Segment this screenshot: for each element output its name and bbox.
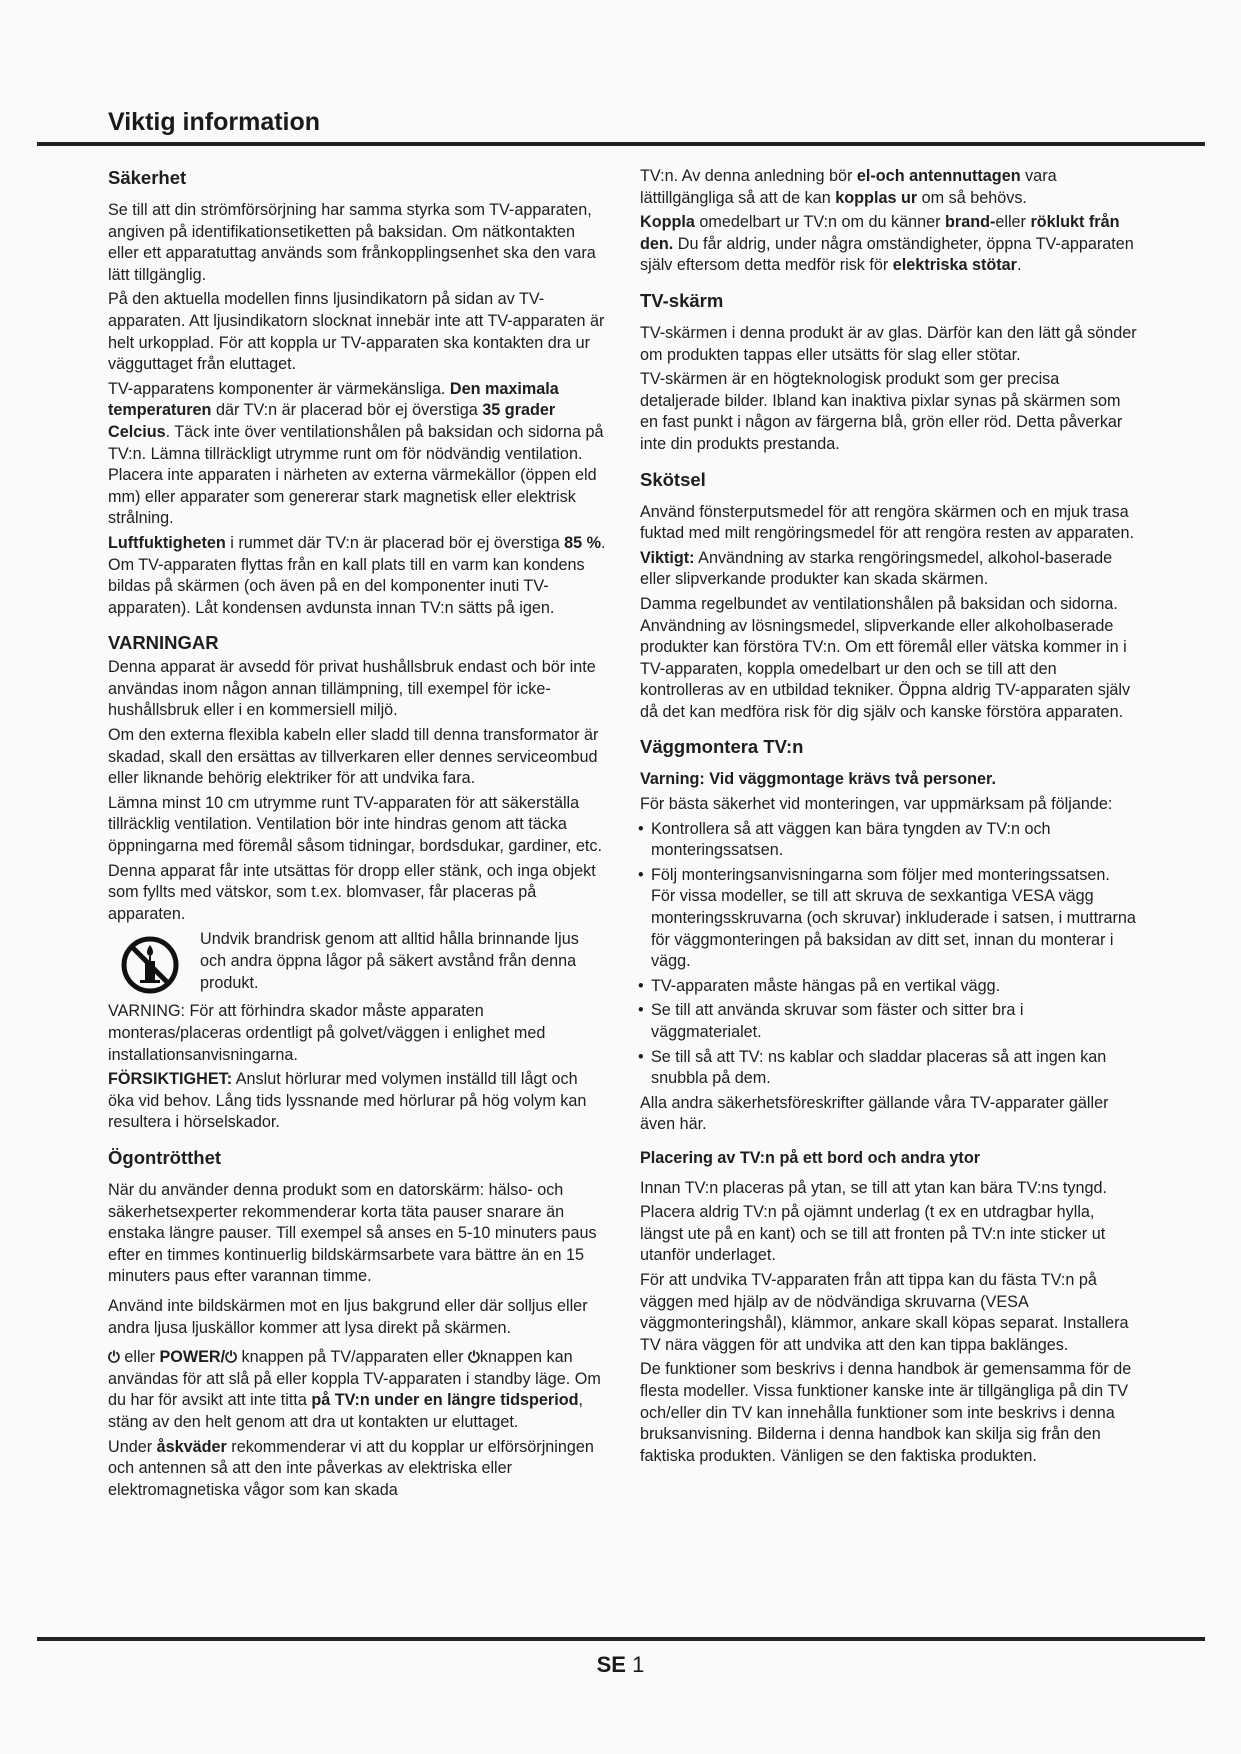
paragraph: ⏻ eller POWER/⏻ knappen på TV/apparaten eller ⏻knappen kan användas för att slå på eller koppla TV-apparaten i standby läge. Om du har för avsikt att inte titta på TV:n under en längre tidsperiod, stäng av den helt genom att dra ut kontakten ur eluttaget. [108, 1348, 601, 1431]
paragraph: TV:n. Av denna anledning bör el-och antennuttagen vara lättillgängliga så att de kan kopplas ur om så behövs. [640, 167, 1057, 207]
section-tv-skarm [640, 289, 1138, 456]
heading-vaggmontering: Väggmontera TV:n [640, 736, 804, 758]
paragraph: För att undvika TV-apparaten från att tippa kan du fästa TV:n på väggen med hjälp av de nödvändiga skruvarna (VESA väggmonteringshål), klämmor, ankare skall köpas separat. Installera TV nära väggen för att undvika att den kan tippa baklänges. [640, 1270, 1129, 1354]
section-varningar [108, 631, 608, 1134]
section-ogontrotthet [108, 1146, 608, 1501]
top-divider [37, 142, 1205, 146]
left-column [108, 166, 608, 1513]
list-item: • Se till att använda skruvar som fäster och sitter bra i väggmaterialet. [640, 1000, 1138, 1043]
candle-notice-text: Undvik brandrisk genom att alltid hålla brinnande ljus och andra öppna lågor på säkert avstånd från denna produkt. [200, 930, 579, 992]
paragraph: Lämna minst 10 cm utrymme runt TV-apparaten för att säkerställa tillräcklig ventilation. Ventilation bör inte hindras genom att täcka öppningarna med föremål såsom tidningar, bordsdukar, gardiner, etc. [108, 793, 603, 856]
section-placering [640, 1148, 1138, 1467]
paragraph: När du använder denna produkt som en datorskärm: hälso- och säkerhetsexperter rekommenderar korta täta pauser snarare än enstaka längre pauser. Till exempel så anses en 5-10 minuters paus efter en timmes kontinuerlig bildskärmsarbete vara bättre än en 15 minuters paus efter varannan timme. [108, 1180, 597, 1286]
paragraph: Om den externa flexibla kabeln eller sladd till denna transformator är skadad, skall den ersättas av tillverkaren eller dennes serviceombud eller liknande behörig elektriker för att undvika fara. [108, 726, 599, 788]
paragraph: VARNING: För att förhindra skador måste apparaten monteras/placeras ordentligt på golvet/väggen i enlighet med installationsanvisningarna. [108, 1002, 546, 1064]
candle-notice [108, 929, 608, 995]
right-column [640, 166, 1138, 1479]
wall-mount-warning: Varning: Vid väggmontage krävs två personer. [640, 770, 996, 789]
list-item: • TV-apparaten måste hängas på en vertikal vägg. [640, 976, 1138, 998]
heading-varningar: VARNINGAR [108, 632, 219, 654]
paragraph: Innan TV:n placeras på ytan, se till att ytan kan bära TV:ns tyngd. [640, 1178, 1108, 1197]
paragraph: Under åskväder rekommenderar vi att du kopplar ur elförsörjningen och antennen så att den inte påverkas av elektriska eller elektromagnetiska vågor som kan skada [108, 1437, 594, 1499]
heading-sakerhet: Säkerhet [108, 167, 187, 188]
paragraph: De funktioner som beskrivs i denna handbok är gemensamma för de flesta modeller. Vissa funktioner kanske inte är tillgängliga på din TV och/eller din TV kan innehålla funktioner som inte beskrivs i denna bruksanvisning. Bilderna i denna handbok kan skilja sig från den faktiska produkten. Vänligen se den faktiska produkten. [640, 1360, 1132, 1465]
list-item: • Se till så att TV: ns kablar och sladdar placeras så att ingen kan snubbla på dem. [640, 1047, 1138, 1090]
paragraph: TV-apparatens komponenter är värmekänsliga. Den maximala temperaturen där TV:n är placerad bör ej överstiga 35 grader Celcius. Täck inte över ventilationshålen på baksidan och sidorna på TV:n. Lämna tillräckligt utrymme runt om för nödvändig ventilation. Placera inte apparaten i närheten av externa värmekällor (öppen eld mm) eller apparater som genererar stark magnetisk eller elektrisk strålning. [108, 379, 604, 528]
paragraph: FÖRSIKTIGHET: Anslut hörlurar med volymen inställd till lågt och öka vid behov. Lång tids lyssnande med hörlurar på hög volym kan resultera i hörselskador. [108, 1070, 587, 1132]
paragraph: Använd inte bildskärmen mot en ljus bakgrund eller där solljus eller andra ljusa ljuskällor kommer att lysa direkt på skärmen. [108, 1296, 588, 1337]
paragraph: Viktigt: Användning av starka rengöringsmedel, alkohol-baserade eller slipverkande produkter kan skada skärmen. [640, 548, 1113, 589]
power-icon: ⏻ [468, 1349, 480, 1367]
heading-tv-skarm: TV-skärm [640, 289, 724, 311]
power-icon: ⏻ [225, 1349, 237, 1367]
paragraph: Denna apparat får inte utsättas för dropp eller stänk, och inga objekt som fyllts med vätskor, som t.ex. blomvaser, får placeras på apparaten. [108, 861, 596, 923]
list-item: • Kontrollera så att väggen kan bära tyngden av TV:n och monteringssatsen. [640, 819, 1138, 862]
paragraph: Placera aldrig TV:n på ojämnt underlag (t ex en utdragbar hylla, längst ute på en kant) och se till att fronten på TV:n inte sticker ut utanför underlaget. [640, 1203, 1106, 1265]
bottom-divider [37, 1637, 1205, 1641]
page-number: SE 1 [596, 1652, 645, 1677]
heading-skotsel: Skötsel [640, 468, 706, 490]
paragraph: För bästa säkerhet vid monteringen, var uppmärksam på följande: [640, 795, 1113, 814]
section-vaggmontering [640, 735, 1138, 1136]
paragraph: Se till att din strömförsörjning har samma styrka som TV-apparaten, angiven på identifikationsetiketten på baksidan. Om nätkontakten eller ett apparatuttag används som frånkopplingsenhet ska den vara lätt tillgänglig. [108, 201, 596, 284]
heading-placering: Placering av TV:n på ett bord och andra ytor [640, 1148, 981, 1167]
section-skotsel [640, 468, 1138, 724]
paragraph: Luftfuktigheten i rummet där TV:n är placerad bör ej överstiga 85 %. Om TV-apparaten flyttas från en kall plats till en varm kan kondens bildas på skärmen (och även på en del komponenter inuti TV-apparaten). Låt kondensen avdunsta innan TV:n sätts på igen. [108, 533, 606, 617]
paragraph: Koppla omedelbart ur TV:n om du känner brand-eller röklukt från den. Du får aldrig, under några omständigheter, öppna TV-apparaten själv eftersom detta medför risk för elektriska stötar. [640, 213, 1134, 275]
paragraph: Alla andra säkerhetsföreskrifter gällande våra TV-apparater gäller även här. [640, 1093, 1109, 1134]
no-candle-icon [120, 935, 180, 995]
section-sakerhet [108, 166, 608, 619]
power-icon: ⏻ [108, 1349, 120, 1367]
paragraph: Denna apparat är avsedd för privat hushållsbruk endast och bör inte användas inom någon annan tillämpning, till exempel för icke-hushållsbruk eller i en kommersiell miljö. [108, 658, 596, 720]
paragraph: Damma regelbundet av ventilationshålen på baksidan och sidorna. Användning av lösningsmedel, slipverkande eller alkoholbaserade produkter kan förstöra TV:n. Om ett föremål eller vätska kommer in i TV-apparaten, koppla omedelbart ur den och se till att den kontrolleras av en utbildad tekniker. Öppna aldrig TV-apparaten själv då det kan medföra risk för dig själv och kanske förstöra apparaten. [640, 594, 1131, 721]
heading-ogontrotthet: Ögontrötthet [108, 1146, 222, 1168]
page-title: Viktig information [108, 108, 321, 136]
paragraph: Använd fönsterputsmedel för att rengöra skärmen och en mjuk trasa fuktad med milt rengöringsmedel för att rengöra resten av apparaten. [640, 502, 1134, 543]
paragraph: På den aktuella modellen finns ljusindikatorn på sidan av TV-apparaten. Att ljusindikatorn slocknat innebär inte att TV-apparaten är helt urkopplad. För att koppla ur TV-apparaten ska kontakten dra ur vägguttaget från eluttaget. [108, 290, 605, 374]
list-item: • Följ monteringsanvisningarna som följer med monteringssatsen. För vissa modeller, se till att skruva de sexkantiga VESA vägg monteringsskruvarna (och skruvar) inkluderade i satsen, i muttrarna för väggmonteringen på baksidan av ditt set, innan du monterar i vägg. [640, 865, 1138, 973]
wall-mount-list [640, 819, 1138, 1090]
section-continuation [640, 166, 1138, 277]
paragraph: TV-skärmen i denna produkt är av glas. Därför kan den lätt gå sönder om produkten tappas eller utsätts för slag eller stötar. [640, 323, 1137, 364]
paragraph: TV-skärmen är en högteknologisk produkt som ger precisa detaljerade bilder. Ibland kan inaktiva pixlar synas på skärmen som en fast punkt i någon av färgerna blå, grön eller röd. Detta påverkar inte din produkts prestanda. [640, 370, 1123, 453]
